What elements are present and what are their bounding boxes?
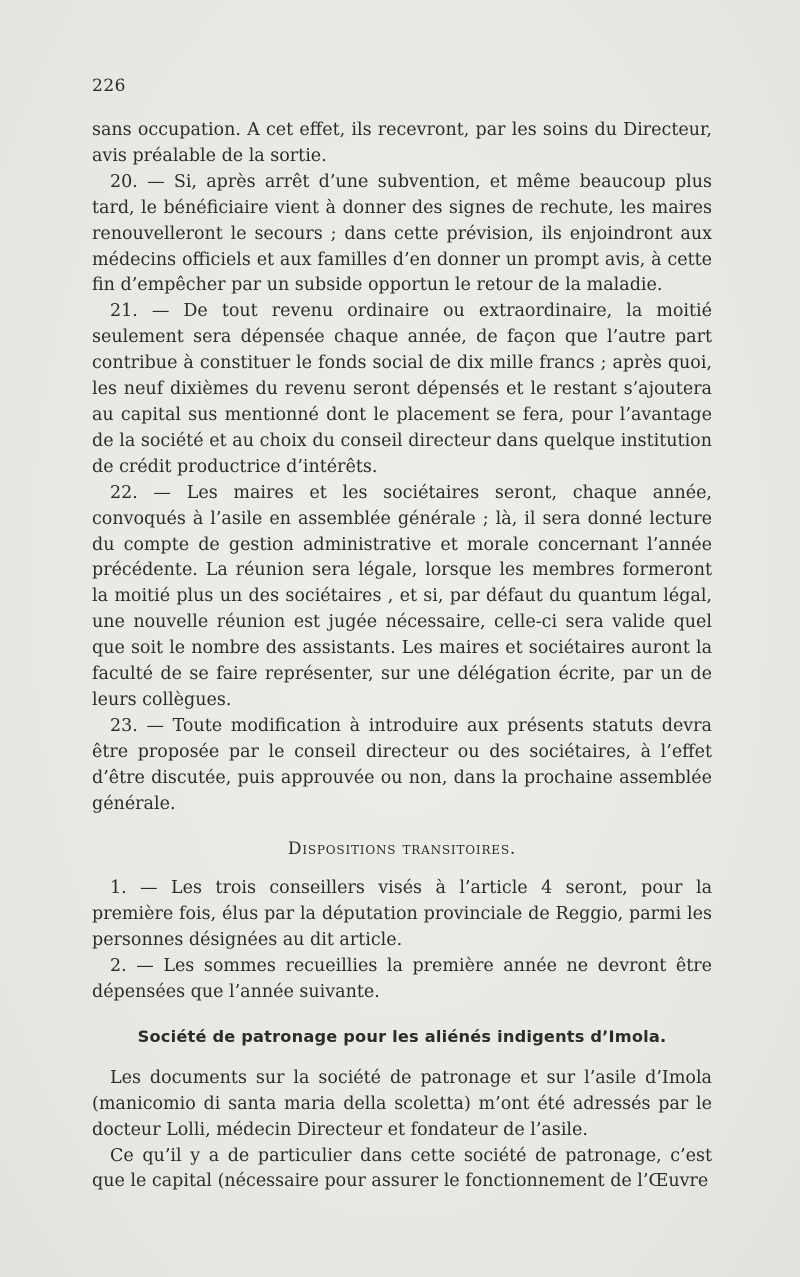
section-heading-imola: Société de patronage pour les aliénés indigents d’Imola. — [137, 1026, 667, 1046]
imola-paragraph-1: Les documents sur la société de patronage et sur l’asile d’Imola (manicomio di santa maria della scoletta) m’ont été adressés par le docteur Lolli, médecin Directeur et fondateur de l’asile. — [92, 1067, 712, 1140]
article-22: 22. — Les maires et les sociétaires seront, chaque année, convoqués à l’asile en assemblée générale ; là, il sera donné lecture du compte de gestion administrative et morale concernant l’année précédente. La réunion sera légale, lorsque les membres formeront la moitié plus un des sociétaires , et si, par défaut du quantum légal, une nouvelle réunion est jugée nécessaire, celle-ci sera valide quel que soit le nombre des assistants. Les maires et sociétaires auront la faculté de se faire représenter, sur une délégation écrite, par un de leurs collègues. — [92, 482, 712, 710]
paragraph-continuation: sans occupation. A cet effet, ils recevront, par les soins du Directeur, avis préalable de la sortie. — [92, 120, 712, 166]
transitional-article-2: 2. — Les sommes recueillies la première année ne devront être dépensées que l’année suivante. — [92, 956, 712, 1002]
imola-paragraph-2: Ce qu’il y a de particulier dans cette société de patronage, c’est que le capital (nécessaire pour assurer le fonctionnement de l’Œuvre — [92, 1145, 712, 1192]
article-20: 20. — Si, après arrêt d’une subvention, et même beaucoup plus tard, le bénéficiaire vient à donner des signes de rechute, les maires renouvelleront le secours ; dans cette prévision, ils enjoindront aux médecins officiels et aux familles d’en donner un prompt avis, à cette fin d’empêcher par un subside opportun le retour de la maladie. — [92, 171, 712, 296]
body-text — [92, 118, 712, 1195]
section-heading-transitional: Dispositions transitoires. — [287, 839, 517, 860]
page-number: 226 — [92, 76, 126, 96]
article-23: 23. — Toute modification à introduire aux présents statuts devra être proposée par le conseil directeur ou des sociétaires, à l’effet d’être discutée, puis approuvée ou non, dans la prochaine assemblée générale. — [92, 715, 712, 814]
transitional-article-1: 1. — Les trois conseillers visés à l’article 4 seront, pour la première fois, élus par la députation provinciale de Reggio, parmi les personnes désignées au dit article. — [92, 878, 712, 951]
article-21: 21. — De tout revenu ordinaire ou extraordinaire, la moitié seulement sera dépensée chaque année, de façon que l’autre part contribue à constituer le fonds social de dix mille francs ; après quoi, les neuf dixièmes du revenu seront dépensés et le restant s’ajoutera au capital sus mentionné dont le placement se fera, pour l’avantage de la société et au choix du conseil directeur dans quelque institution de crédit productrice d’intérêts. — [92, 301, 712, 477]
